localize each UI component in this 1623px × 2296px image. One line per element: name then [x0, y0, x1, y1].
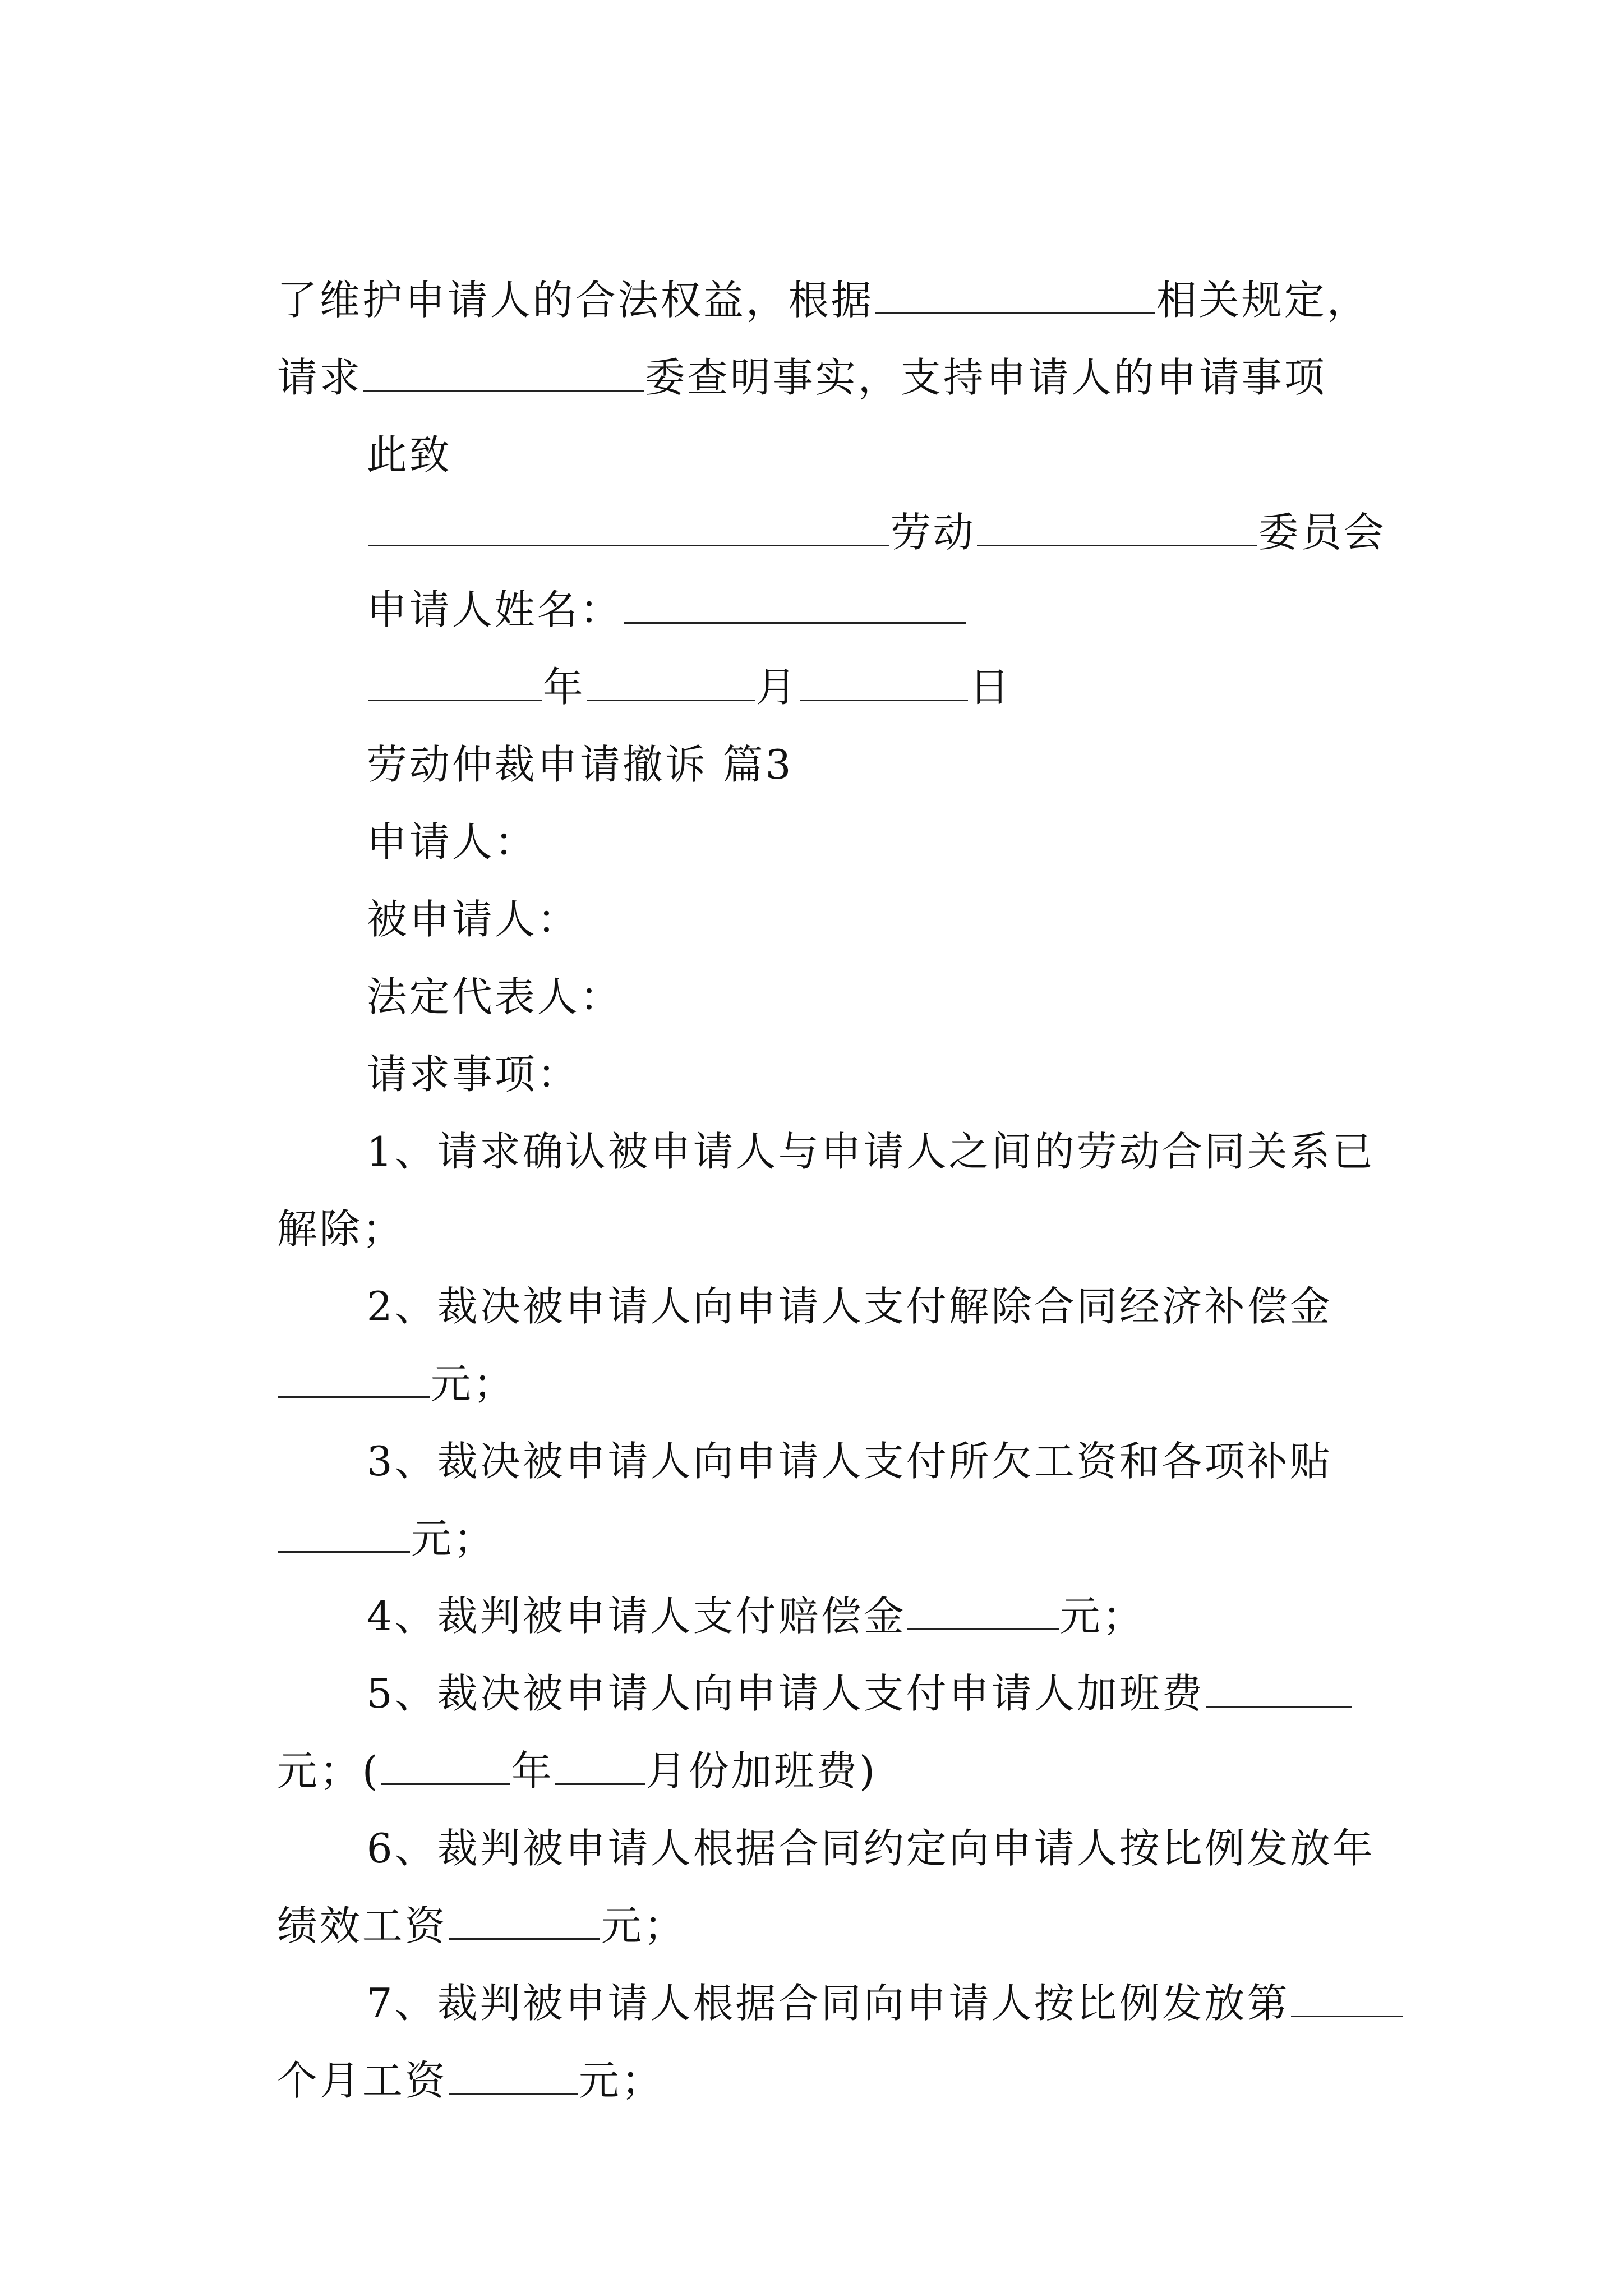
- text-line-24: [247, 1996, 664, 2109]
- claim-4-text: 4、裁判被申请人支付赔偿金: [366, 1593, 906, 1640]
- applicant-label: 申请人：: [366, 818, 537, 866]
- line-3-text-a: 此致: [366, 431, 452, 478]
- claim-5-year-label: 年: [511, 1747, 554, 1795]
- claim-6-text: 6、裁判被申请人根据合同约定向申请人按比例发放年: [366, 1825, 1375, 1872]
- claim-7-text-cont: 个月工资: [276, 2057, 448, 2104]
- claim-6-text-b: 元；: [601, 1902, 686, 1949]
- claim-5-month-label: 月份加班费): [645, 1747, 877, 1795]
- claim-5-text-cont: 元；(: [276, 1747, 380, 1795]
- line-2-text-b: 委查明事实，支持申请人的申请事项: [644, 354, 1327, 401]
- section-heading-text: 劳动仲裁申请撤诉 篇3: [366, 741, 794, 788]
- claim-1-text: 1、请求确认被申请人与申请人之间的劳动合同关系已: [366, 1128, 1375, 1175]
- claim-2-text: 2、裁决被申请人向申请人支付解除合同经济补偿金: [366, 1283, 1332, 1330]
- blank-field-arbitration: [977, 510, 1257, 546]
- line-4-text-b: 委员会: [1258, 509, 1386, 556]
- line-4-text-a: 劳动: [890, 509, 976, 556]
- claim-4-text-b: 元；: [1059, 1593, 1145, 1640]
- blank-field-monthly-wage: [449, 2058, 578, 2095]
- text-line-12: [336, 1068, 1375, 1180]
- line-6-text-a: 年: [542, 664, 585, 711]
- claim-3-text: 3、裁决被申请人向申请人支付所欠工资和各项补贴: [366, 1438, 1332, 1485]
- claims-label: 请求事项：: [366, 1051, 580, 1098]
- line-6-text-b: 月: [755, 664, 799, 711]
- blank-field-month-count: [1291, 1981, 1403, 2017]
- line-6-text-c: 日: [969, 664, 1012, 711]
- claim-5-text: 5、裁决被申请人向申请人支付申请人加班费: [366, 1670, 1205, 1717]
- claim-1-text-cont: 解除；: [276, 1205, 405, 1253]
- claim-7-text-b: 元；: [578, 2057, 664, 2104]
- line-5-text-a: 申请人姓名：: [366, 586, 623, 633]
- claim-3-text-cont: 元；: [411, 1515, 496, 1562]
- claim-7-text: 7、裁判被申请人根据合同向申请人按比例发放第: [366, 1980, 1290, 2027]
- line-2-text-a: 请求: [276, 354, 362, 401]
- claim-2-text-cont: 元；: [430, 1360, 516, 1407]
- respondent-label: 被申请人：: [366, 896, 580, 943]
- blank-field-day: [800, 665, 968, 701]
- claim-6-text-cont: 绩效工资: [276, 1902, 448, 1949]
- line-1-text-b: 相关规定，: [1156, 277, 1370, 324]
- line-1-text-a: 了维护申请人的合法权益，根据: [276, 277, 874, 324]
- legal-rep-label: 法定代表人：: [366, 973, 623, 1020]
- blank-field-overtime: [1206, 1671, 1352, 1708]
